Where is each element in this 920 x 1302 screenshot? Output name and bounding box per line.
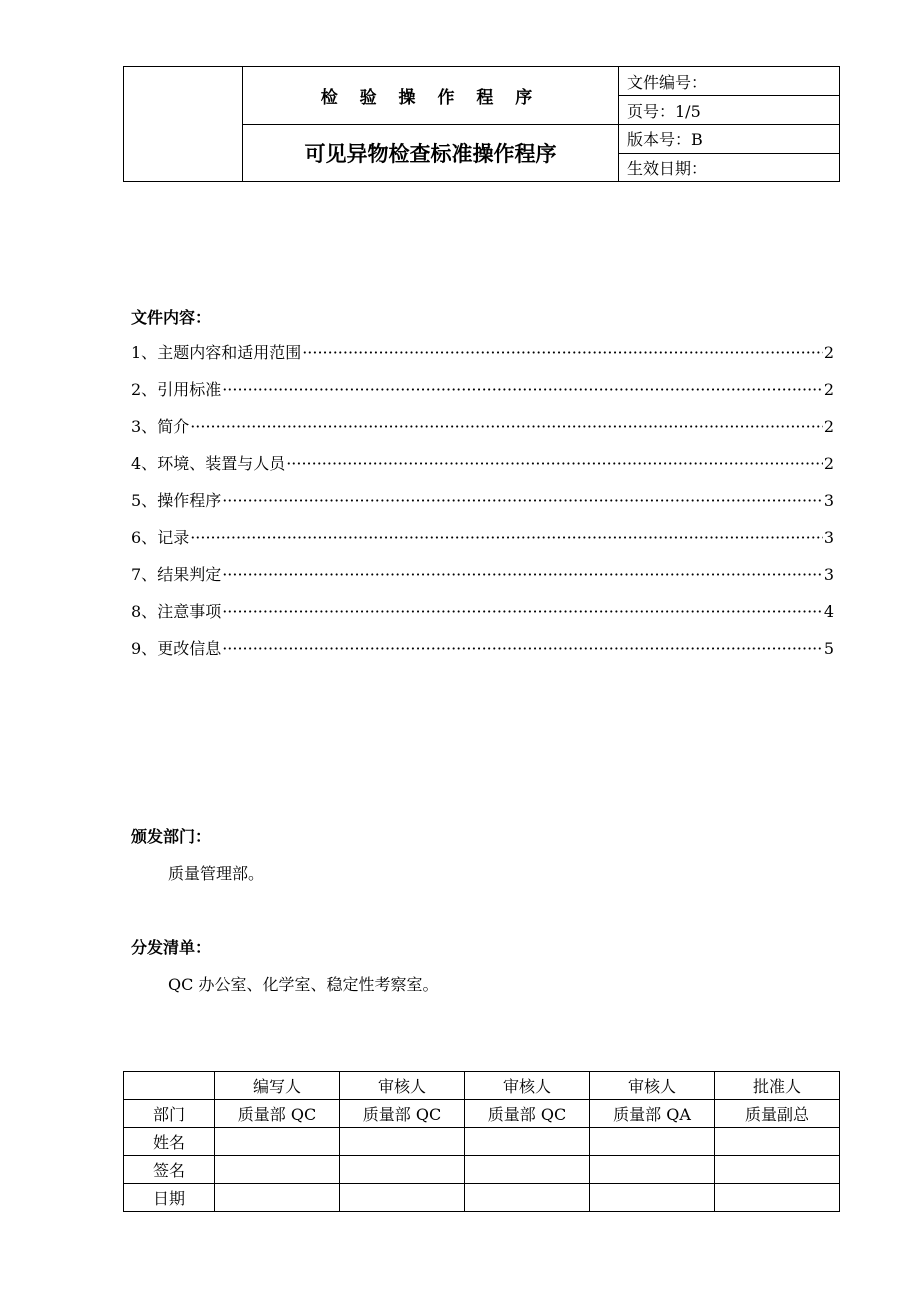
page-number: 页号：1/5 [619,96,840,125]
toc-item-page: 4 [823,602,834,621]
toc-item-page: 2 [823,417,834,436]
table-of-contents [131,340,834,673]
toc-item-number: 3、 [131,417,158,436]
doc-type: 检 验 操 作 程 序 [243,67,619,125]
signoff-cell [465,1184,590,1212]
toc-item-page: 5 [823,639,834,658]
toc-leader-dots [222,599,823,625]
signoff-row [124,1100,840,1128]
logo-cell [124,67,243,182]
toc-item-number: 7、 [131,565,158,584]
issuing-dept-value: 质量管理部。 [168,864,265,883]
toc-item [131,414,834,451]
signoff-cell: 质量副总 [715,1100,840,1128]
signoff-column-header: 批准人 [715,1072,840,1100]
signoff-table [123,1071,840,1212]
toc-item-label: 注意事项 [157,602,222,621]
toc-item-label: 环境、装置与人员 [157,454,286,473]
signoff-column-header: 审核人 [340,1072,465,1100]
signoff-header-row [124,1072,840,1100]
toc-item-page: 3 [823,528,834,547]
toc-item-number: 6、 [131,528,158,547]
toc-item [131,488,834,525]
effective-date: 生效日期： [619,153,840,182]
toc-item-label: 记录 [157,528,190,547]
signoff-cell: 质量部 QC [340,1100,465,1128]
toc-leader-dots [222,377,823,403]
issuing-dept-title: 颁发部门： [131,827,212,846]
distribution-value: QC 办公室、化学室、稳定性考察室。 [168,975,439,994]
toc-item-page: 2 [823,454,834,473]
doc-title: 可见异物检查标准操作程序 [243,125,619,182]
toc-item-number: 5、 [131,491,158,510]
toc-item-page: 3 [823,565,834,584]
signoff-cell [590,1184,715,1212]
toc-leader-dots [222,562,823,588]
toc-item-label: 简介 [157,417,190,436]
toc-item-number: 1、 [131,343,158,362]
toc-item [131,599,834,636]
toc-leader-dots [286,451,823,477]
signoff-cell: 质量部 QC [465,1100,590,1128]
toc-item-page: 2 [823,380,834,399]
toc-item-label: 结果判定 [157,565,222,584]
signoff-column-header: 审核人 [465,1072,590,1100]
toc-leader-dots [190,525,823,551]
signoff-cell [340,1184,465,1212]
document-header [123,66,840,182]
toc-item [131,377,834,414]
signoff-cell [215,1184,340,1212]
signoff-cell [715,1184,840,1212]
toc-leader-dots [222,636,823,662]
version: 版本号：B [619,125,840,154]
toc-item-number: 9、 [131,639,158,658]
signoff-cell [215,1128,340,1156]
toc-item-label: 操作程序 [157,491,222,510]
signoff-cell [215,1156,340,1184]
signoff-column-header: 审核人 [590,1072,715,1100]
signoff-cell [715,1156,840,1184]
toc-item-label: 引用标准 [157,380,222,399]
contents-title: 文件内容： [131,308,212,327]
toc-item-label: 主题内容和适用范围 [157,343,302,362]
toc-item-number: 2、 [131,380,158,399]
toc-item-page: 3 [823,491,834,510]
toc-item-page: 2 [823,343,834,362]
signoff-row [124,1156,840,1184]
toc-leader-dots [190,414,823,440]
signoff-row-label: 部门 [124,1100,215,1128]
signoff-cell: 质量部 QA [590,1100,715,1128]
toc-item-number: 4、 [131,454,158,473]
signoff-cell [590,1128,715,1156]
signoff-row-label: 日期 [124,1184,215,1212]
toc-item [131,525,834,562]
toc-item [131,562,834,599]
signoff-row-label: 签名 [124,1156,215,1184]
toc-item-number: 8、 [131,602,158,621]
signoff-cell [465,1128,590,1156]
signoff-column-header: 编写人 [215,1072,340,1100]
toc-item [131,340,834,377]
toc-leader-dots [222,488,823,514]
toc-leader-dots [302,340,823,366]
signoff-cell [715,1128,840,1156]
signoff-cell [340,1156,465,1184]
signoff-cell [465,1156,590,1184]
signoff-row [124,1128,840,1156]
toc-item [131,636,834,673]
signoff-cell: 质量部 QC [215,1100,340,1128]
signoff-column-header [124,1072,215,1100]
file-number: 文件编号： [619,67,840,96]
distribution-title: 分发清单： [131,938,212,957]
toc-item [131,451,834,488]
signoff-row [124,1184,840,1212]
toc-item-label: 更改信息 [157,639,222,658]
signoff-cell [340,1128,465,1156]
signoff-cell [590,1156,715,1184]
signoff-row-label: 姓名 [124,1128,215,1156]
